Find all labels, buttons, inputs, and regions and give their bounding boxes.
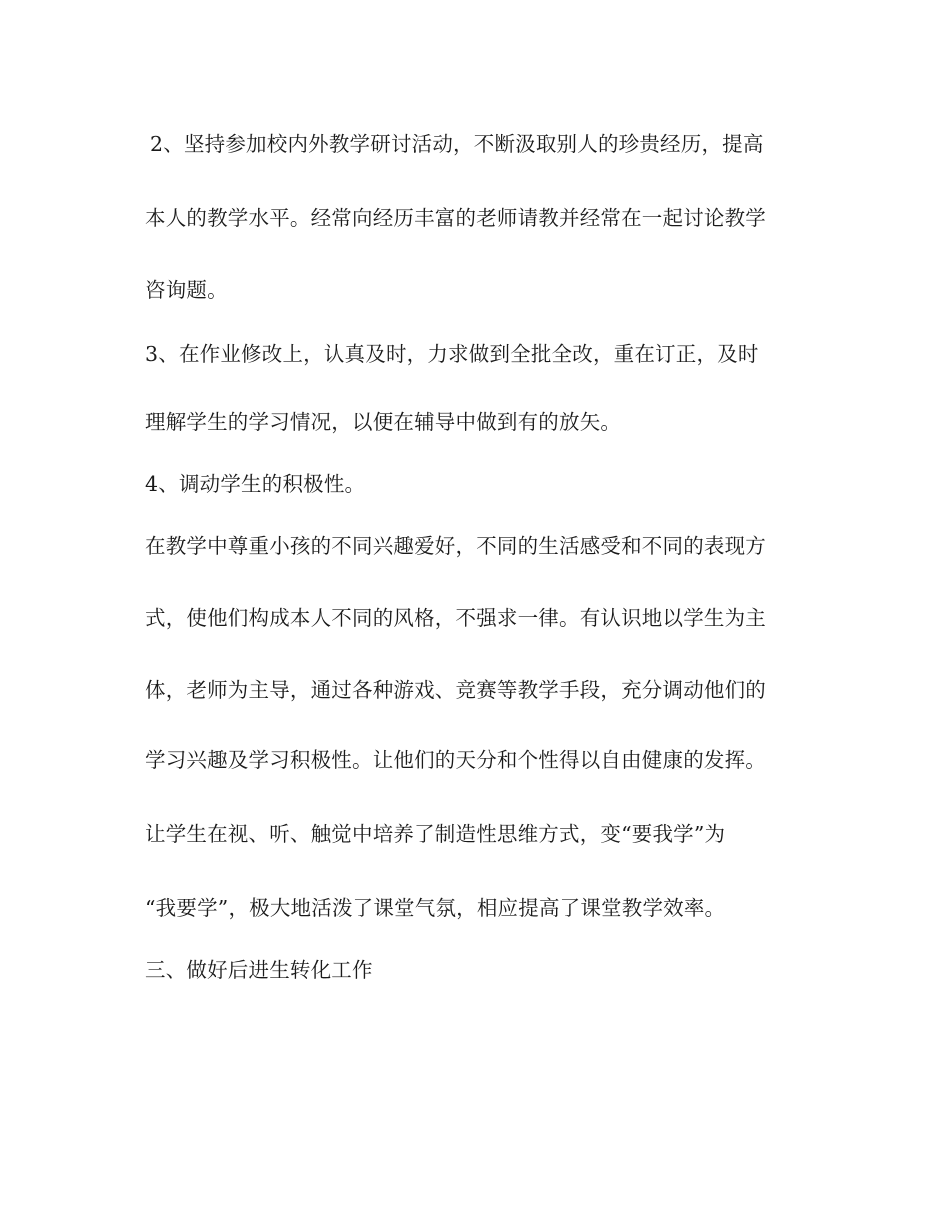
- paragraph-line: 体，老师为主导，通过各种游戏、竞赛等教学手段，充分调动他们的: [145, 678, 766, 702]
- paragraph-line: 2、坚持参加校内外教学研讨活动，不断汲取别人的珍贵经历，提高: [150, 132, 764, 156]
- paragraph-line: 咨询题。: [145, 278, 228, 302]
- paragraph-line: 式，使他们构成本人不同的风格，不强求一律。有认识地以学生为主: [145, 606, 766, 630]
- paragraph-line: 学习兴趣及学习积极性。让他们的天分和个性得以自由健康的发挥。: [145, 748, 766, 772]
- paragraph-line: “我要学”，极大地活泼了课堂气氛，相应提高了课堂教学效率。: [145, 896, 726, 920]
- paragraph-line: 在教学中尊重小孩的不同兴趣爱好，不同的生活感受和不同的表现方: [145, 534, 766, 558]
- paragraph-line: 让学生在视、听、触觉中培养了制造性思维方式，变“要我学”为: [145, 822, 726, 846]
- paragraph-line: 理解学生的学习情况，以便在辅导中做到有的放矢。: [145, 410, 622, 434]
- paragraph-line: 3、在作业修改上，认真及时，力求做到全批全改，重在订正，及时: [145, 342, 759, 366]
- paragraph-line: 4、调动学生的积极性。: [145, 472, 366, 496]
- paragraph-line: 本人的教学水平。经常向经历丰富的老师请教并经常在一起讨论教学: [145, 206, 766, 230]
- section-heading: 三、做好后进生转化工作: [145, 958, 373, 982]
